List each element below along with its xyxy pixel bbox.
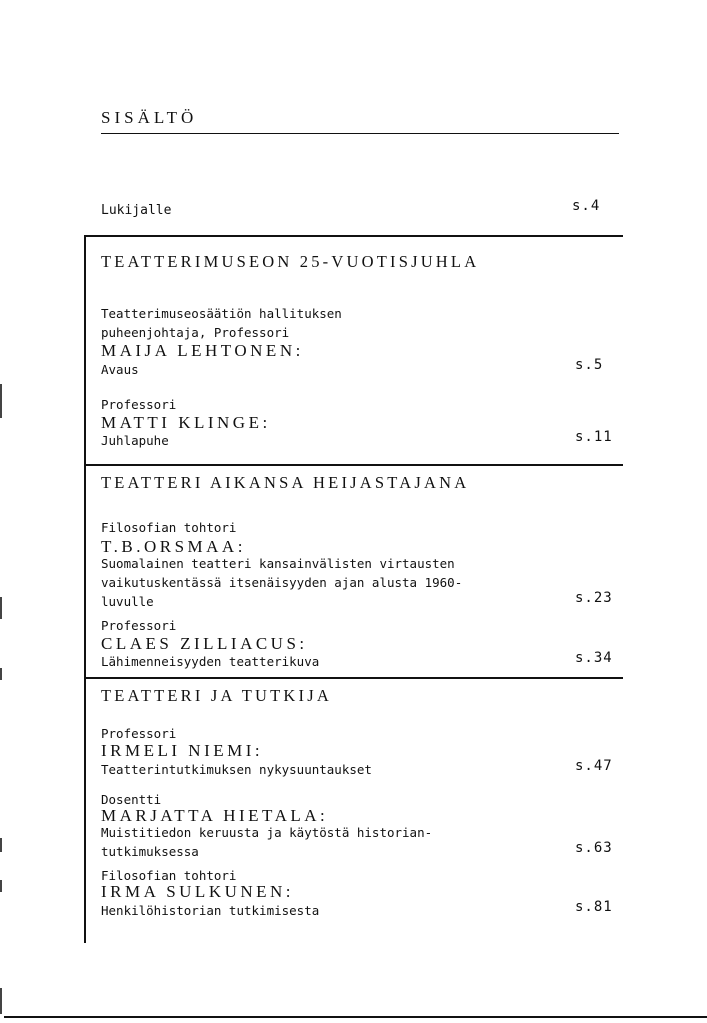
entry-title: Muistitiedon keruusta ja käytöstä historian- (101, 825, 433, 840)
section-title: TEATTERI JA TUTKIJA (101, 686, 332, 705)
entry-role: Professori (101, 618, 177, 633)
section-title: TEATTERIMUSEON 25-VUOTISJUHLA (101, 252, 480, 271)
entry-role: Filosofian tohtori (101, 868, 237, 883)
entry-author-name: MAIJA LEHTONEN: (101, 341, 304, 360)
scan-edge-mark (0, 988, 2, 1014)
entry-role: Filosofian tohtori (101, 520, 237, 535)
entry-title: tutkimuksessa (101, 844, 199, 859)
entry-author-name: IRMELI NIEMI: (101, 741, 264, 760)
frame-left-border (84, 235, 86, 943)
entry-page-number: s.81 (575, 899, 613, 915)
entry-role: Professori (101, 397, 177, 412)
entry-role: Dosentti (101, 792, 162, 807)
entry-role: puheenjohtaja, Professori (101, 325, 290, 340)
section-top-rule (84, 464, 623, 466)
intro-page-number: s.4 (572, 198, 601, 214)
scan-bottom-edge (4, 1016, 707, 1018)
entry-role: Teatterimuseosäätiön hallituksen (101, 306, 342, 321)
entry-title: luvulle (101, 594, 154, 609)
entry-title: Avaus (101, 362, 139, 377)
entry-author-name: CLAES ZILLIACUS: (101, 634, 308, 653)
entry-title: Teatterintutkimuksen nykysuuntaukset (101, 762, 372, 777)
section-top-rule (84, 677, 623, 679)
entry-title: vaikutuskentässä itsenäisyyden ajan alusta 1960- (101, 575, 463, 590)
entry-role: Professori (101, 726, 177, 741)
entry-author-name: IRMA SULKUNEN: (101, 882, 295, 901)
entry-page-number: s.23 (575, 590, 613, 606)
entry-author-name: T.B.ORSMAA: (101, 537, 246, 556)
entry-page-number: s.47 (575, 758, 613, 774)
entry-title: Lähimenneisyyden teatterikuva (101, 654, 320, 669)
toc-heading: SISÄLTÖ (101, 108, 198, 127)
section-title: TEATTERI AIKANSA HEIJASTAJANA (101, 473, 470, 492)
entry-page-number: s.11 (575, 429, 613, 445)
entry-title: Juhlapuhe (101, 433, 169, 448)
scan-edge-mark (0, 384, 2, 418)
entry-title: Suomalainen teatteri kansainvälisten virtausten (101, 556, 455, 571)
entry-author-name: MARJATTA HIETALA: (101, 806, 329, 825)
entry-page-number: s.34 (575, 650, 613, 666)
scan-edge-mark (0, 838, 2, 852)
scan-edge-mark (0, 597, 2, 619)
scan-edge-mark (0, 668, 2, 680)
heading-rule (101, 133, 619, 134)
entry-title: Henkilöhistorian tutkimisesta (101, 903, 320, 918)
entry-page-number: s.63 (575, 840, 613, 856)
section-top-rule (84, 235, 623, 237)
entry-author-name: MATTI KLINGE: (101, 413, 271, 432)
entry-page-number: s.5 (575, 357, 604, 373)
intro-title: Lukijalle (101, 203, 172, 218)
scan-edge-mark (0, 880, 2, 892)
